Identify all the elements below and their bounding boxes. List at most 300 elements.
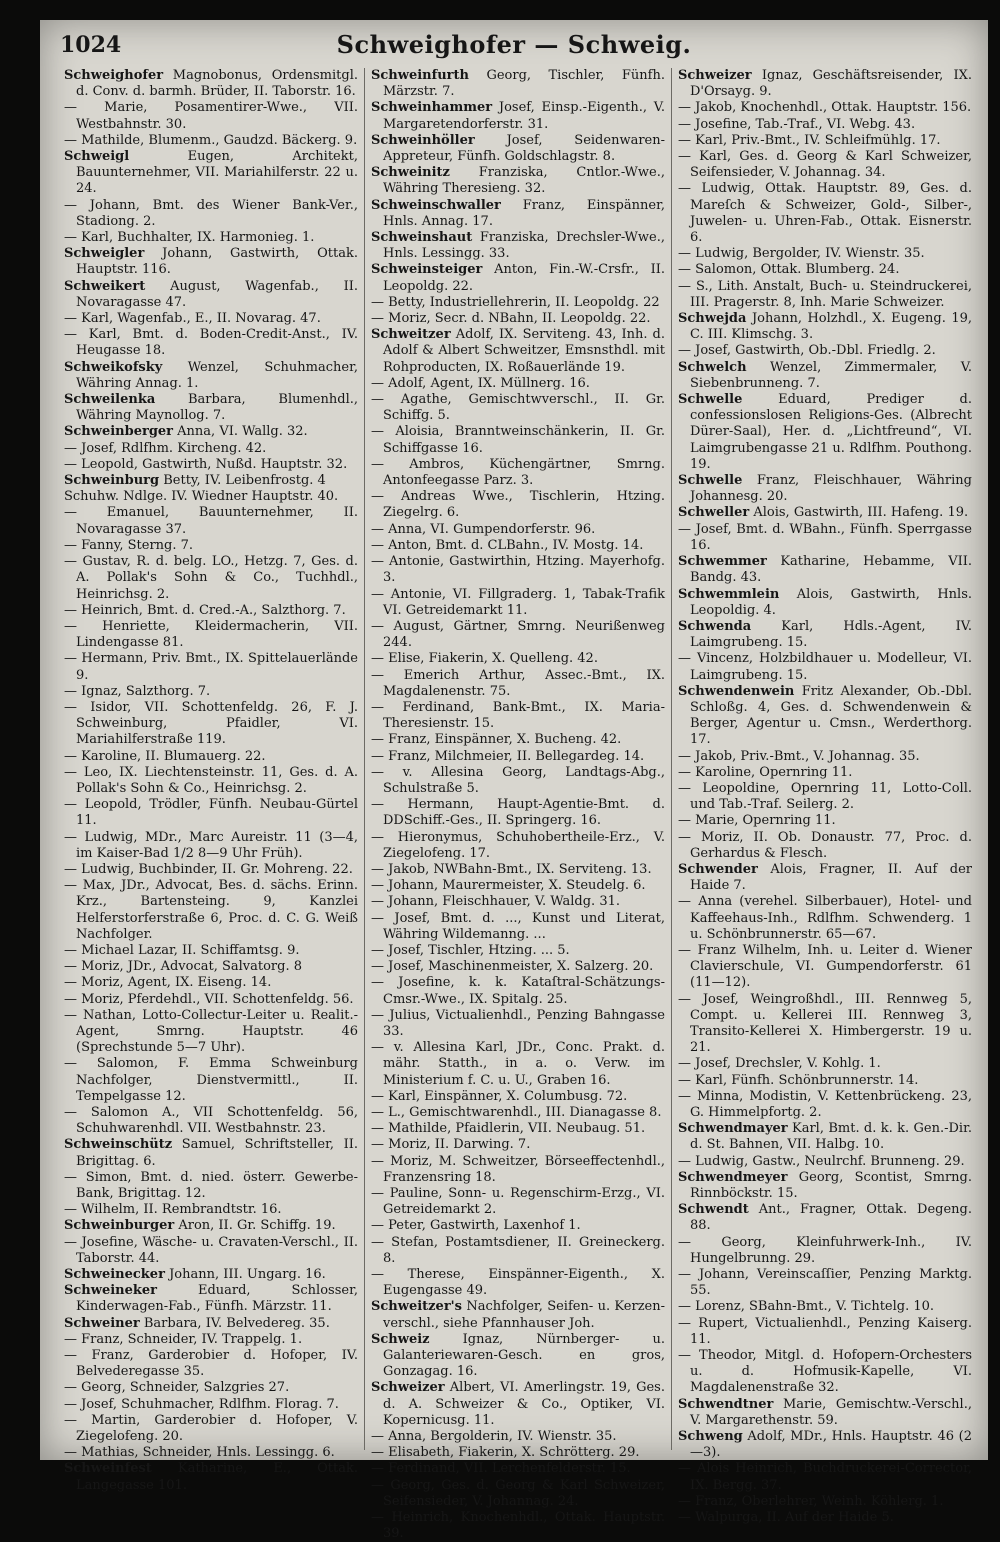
- entry-text: Ignaz, Nürnberger- u. Galanteriewaren-Gesch. en gros, Gonzagag. 16.: [383, 1331, 665, 1380]
- entry-text: — Franz, Einspänner, X. Bucheng. 42.: [371, 732, 622, 748]
- entry-text: Eduard, Schlosser, Kinderwagen-Fab., Fünfh. Märzstr. 11.: [76, 1283, 358, 1315]
- entry-text: — Franz, Schneider, IV. Trappelg. 1.: [64, 1331, 303, 1347]
- entry-text: — Lorenz, SBahn-Bmt., V. Tichtelg. 10.: [678, 1299, 935, 1315]
- directory-entry: [64, 862, 358, 878]
- directory-entry: [678, 133, 972, 149]
- directory-entry: [678, 992, 972, 1057]
- entry-text: Johann, Gastwirth, Ottak. Hauptstr. 116.: [76, 246, 358, 278]
- entry-text: Franziska, Cntlor.-Wwe., Währing Theresieng. 32.: [383, 165, 665, 197]
- entry-text: Schuhw. Ndlge. IV. Wiedner Hauptstr. 40.: [64, 489, 339, 505]
- entry-text: Ant., Fragner, Ottak. Degeng. 88.: [690, 1202, 972, 1234]
- entry-text: — Rupert, Victualienhdl., Penzing Kaiserg. 11.: [678, 1315, 972, 1347]
- entry-text: Eugen, Architekt, Bauunternehmer, VII. Mariahilferstr. 22 u. 24.: [76, 149, 358, 197]
- entry-text: Nachfolger, Seifen- u. Kerzen-verschl., siehe Pfannhauser Joh.: [383, 1299, 665, 1331]
- column-left: [58, 68, 365, 1493]
- directory-entry: [678, 619, 972, 651]
- directory-entry: [64, 100, 358, 132]
- directory-entry: [678, 781, 972, 813]
- directory-entry: [64, 1137, 358, 1169]
- entry-text: — Heinrich, Bmt. d. Cred.-A., Salzthorg. 7.: [64, 602, 346, 618]
- directory-entry: [64, 1283, 358, 1315]
- entry-text: — Leopold, Trödler, Fünfh. Neubau-Gürtel 11.: [64, 797, 358, 829]
- entry-text: — Marie, Posamentirer-Wwe., VII. Westbahnstr. 30.: [64, 100, 358, 132]
- column-right: [672, 68, 978, 1526]
- entry-text: — Ludwig, Buchbinder, II. Gr. Mohreng. 22.: [64, 861, 353, 877]
- entry-text: — Ferdinand, VII. Lerchenfelderstr. 15.: [371, 1461, 631, 1477]
- entry-text: Katharine, E., Ottak. Langegasse 101.: [76, 1461, 359, 1493]
- directory-entry: [371, 668, 665, 700]
- entry-text: Alois, Fragner, II. Auf der Haide 7.: [690, 861, 973, 894]
- directory-entry: [678, 1494, 972, 1510]
- entry-surname: Schwemmlein: [678, 586, 780, 602]
- directory-page: [40, 20, 988, 1542]
- entry-surname: Schwendt: [678, 1202, 749, 1218]
- entry-surname: Schweinschwaller: [371, 197, 501, 213]
- directory-entry: [371, 911, 665, 943]
- directory-entry: [678, 68, 972, 100]
- entry-text: — Theodor, Mitgl. d. Hofopern-Orchesters u. d. Hofmusik-Kapelle, VI. Magdalenenstraße 32.: [678, 1348, 972, 1396]
- directory-entry: [371, 133, 665, 165]
- directory-entry: [371, 765, 665, 797]
- entry-text: Barbara, Blumenhdl., Währing Maynollog. 7.: [76, 392, 358, 424]
- entry-text: — Fanny, Sterng. 7.: [64, 537, 194, 553]
- entry-text: — Moriz, Pferdehdl., VII. Schottenfeldg. 56.: [64, 991, 354, 1007]
- entry-text: — Alois Heinrich, Buchdruckerei-Corrector, IX. Bergg. 37.: [678, 1461, 972, 1493]
- directory-entry: [371, 651, 665, 667]
- directory-entry: [64, 830, 358, 862]
- directory-entry: [678, 392, 972, 473]
- entry-surname: Schweinschütz: [64, 1137, 173, 1153]
- entry-text: — v. Allesina Georg, Landtags-Abg., Schulstraße 5.: [371, 764, 665, 796]
- entry-text: — Karl, Einspänner, X. Columbusg. 72.: [371, 1088, 628, 1104]
- entry-text: — Mathilde, Pfaidlerin, VII. Neubaug. 51.: [371, 1121, 646, 1137]
- directory-entry: [64, 1202, 358, 1218]
- entry-text: — Moriz, II. Ob. Donaustr. 77, Proc. d. Gerhardus & Flesch.: [678, 829, 972, 861]
- entry-text: — Josef, Weingroßhdl., III. Rennweg 5, Compt. u. Kellerei III. Rennweg 3, Transito-Kellerei X. Himbergerstr. 19 u. 21.: [678, 991, 972, 1056]
- directory-entry: [371, 878, 665, 894]
- entry-text: Barbara, IV. Belvedereg. 35.: [143, 1315, 330, 1331]
- directory-entry: [371, 198, 665, 230]
- entry-text: — Antonie, Gastwirthin, Htzing. Mayerhofg. 3.: [371, 554, 665, 586]
- directory-entry: [64, 246, 358, 278]
- directory-entry: [678, 262, 972, 278]
- entry-text: — Julius, Victualienhdl., Penzing Bahngasse 33.: [371, 1007, 665, 1039]
- entry-text: — Moriz, M. Schweitzer, Börseeffectenhdl., Franzensring 18.: [371, 1153, 665, 1185]
- entry-text: Aron, II. Gr. Schiffg. 19.: [178, 1218, 336, 1234]
- entry-surname: Schweinhammer: [371, 100, 493, 116]
- entry-text: — Peter, Gastwirth, Laxenhof 1.: [371, 1218, 581, 1234]
- page-number: 1024: [60, 32, 122, 58]
- entry-surname: Schweinsteiger: [371, 262, 483, 278]
- entry-surname: Schweiner: [64, 1315, 140, 1331]
- directory-entry: [371, 230, 665, 262]
- directory-entry: [371, 311, 665, 327]
- directory-entry: [64, 133, 358, 149]
- directory-entry: [64, 489, 358, 505]
- directory-entry: [678, 473, 972, 505]
- directory-entry: [64, 457, 358, 473]
- directory-entry: [64, 230, 358, 246]
- entry-text: — Anna, VI. Gumpendorferstr. 96.: [371, 521, 596, 537]
- directory-entry: [371, 1380, 665, 1429]
- directory-entry: [64, 360, 358, 392]
- directory-entry: [64, 1413, 358, 1445]
- entry-text: — Josef, Maschinenmeister, X. Salzerg. 20.: [371, 959, 654, 975]
- entry-text: Georg, Tischler, Fünfh. Märzstr. 7.: [383, 68, 665, 100]
- directory-entry: [678, 894, 972, 943]
- entry-text: — Ferdinand, Bank-Bmt., IX. Maria-Theresienstr. 15.: [371, 699, 665, 732]
- entry-surname: Schwelle: [678, 473, 743, 489]
- directory-entry: [371, 1089, 665, 1105]
- entry-text: — S., Lith. Anstalt, Buch- u. Steindruckerei, III. Pragerstr. 8, Inh. Marie Schweizer.: [678, 278, 972, 310]
- entry-text: August, Wagenfab., II. Novaragasse 47.: [76, 278, 358, 310]
- directory-entry: [678, 1510, 972, 1526]
- entry-text: — Franz Wilhelm, Inh. u. Leiter d. Wiener Clavierschule, VI. Gumpendorferstr. 61 (11—12).: [678, 942, 972, 991]
- entry-text: — Elise, Fiakerin, X. Quelleng. 42.: [371, 651, 598, 667]
- entry-text: Alois, Gastwirth, III. Hafeng. 19.: [753, 505, 969, 521]
- entry-text: — Georg, Ges. d. Georg & Karl Schweizer, Seifensieder, V. Johannag. 24.: [371, 1477, 665, 1509]
- directory-entry: [371, 1137, 665, 1153]
- running-head: Schweighofer — Schweig.: [336, 30, 692, 59]
- directory-entry: [371, 1235, 665, 1267]
- directory-entry: [371, 1299, 665, 1331]
- entry-surname: Schweikofsky: [64, 359, 163, 375]
- entry-text: Karl, Hdls.-Agent, IV. Laimgrubeng. 15.: [690, 618, 972, 651]
- entry-text: Wenzel, Schuhmacher, Währing Annag. 1.: [76, 359, 358, 391]
- directory-entry: [371, 959, 665, 975]
- directory-entry: [678, 651, 972, 683]
- entry-text: — Johann, Maurermeister, X. Steudelg. 6.: [371, 878, 646, 894]
- entry-surname: Schweinitz: [371, 165, 450, 181]
- entry-surname: Schwendenwein: [678, 683, 795, 699]
- directory-entry: [678, 684, 972, 749]
- entry-text: Anton, Fin.-W.-Crsfr., II. Leopoldg. 22.: [383, 262, 665, 294]
- entry-text: — Ludwig, Ottak. Hauptstr. 89, Ges. d. Mareſch & Schweizer, Gold-, Silber-, Juwelen- u. Uhren-Fab., Ottak. Eisnerstr. 6.: [678, 181, 972, 246]
- entry-text: — Wilhelm, II. Rembrandtstr. 16.: [64, 1202, 282, 1218]
- entry-text: Wenzel, Zimmermaler, V. Siebenbrunneng. 7.: [690, 359, 973, 391]
- directory-entry: [64, 1170, 358, 1202]
- directory-entry: [371, 262, 665, 294]
- directory-entry: [64, 603, 358, 619]
- entry-text: — Georg, Kleinfuhrwerk-Inh., IV. Hungelbrunng. 29.: [678, 1234, 972, 1266]
- entry-surname: Schweigler: [64, 246, 145, 262]
- directory-entry: [371, 1429, 665, 1445]
- entry-surname: Schweitzer's: [371, 1299, 462, 1315]
- directory-entry: [64, 1348, 358, 1380]
- entry-text: — Anna, Bergolderin, IV. Wienstr. 35.: [371, 1429, 617, 1445]
- entry-text: — Josef, Bmt. d. WBahn., Fünfh. Sperrgasse 16.: [678, 521, 972, 553]
- entry-text: — Johann, Bmt. des Wiener Bank-Ver., Stadiong. 2.: [64, 197, 358, 229]
- entry-text: Josef, Einsp.-Eigenth., V. Margaretendorferstr. 31.: [383, 100, 665, 132]
- entry-text: Johann, Holzhdl., X. Eugeng. 19, C. III. Klimschg. 3.: [690, 311, 972, 343]
- entry-text: — Minna, Modistin, V. Kettenbrückeng. 23, G. Himmelpfortg. 2.: [678, 1088, 972, 1120]
- directory-entry: [678, 1056, 972, 1072]
- directory-entry: [678, 1461, 972, 1493]
- directory-entry: [678, 1235, 972, 1267]
- directory-entry: [64, 554, 358, 603]
- directory-entry: [678, 943, 972, 992]
- directory-entry: [678, 246, 972, 262]
- directory-entry: [371, 1154, 665, 1186]
- directory-entry: [678, 830, 972, 862]
- directory-entry: [64, 1316, 358, 1332]
- entry-surname: Schweilenka: [64, 392, 156, 408]
- entry-text: — Elisabeth, Fiakerin, X. Schrötterg. 29.: [371, 1445, 640, 1461]
- entry-surname: Schwemmer: [678, 554, 767, 570]
- entry-text: — Josef, Tischler, Htzing. ... 5.: [371, 942, 570, 958]
- directory-entry: [678, 1073, 972, 1089]
- directory-entry: [371, 975, 665, 1007]
- entry-text: — Michael Lazar, II. Schiffamtsg. 9.: [64, 942, 300, 958]
- entry-text: — Karl, Buchhalter, IX. Harmonieg. 1.: [64, 230, 315, 246]
- directory-entry: [64, 619, 358, 651]
- directory-entry: [371, 538, 665, 554]
- entry-text: — Marie, Opernring 11.: [678, 813, 836, 829]
- directory-entry: [371, 797, 665, 829]
- entry-text: — Josefine, k. k. Kataſtral-Schätzungs-Cmsr.-Wwe., IX. Spitalg. 25.: [371, 975, 665, 1007]
- entry-surname: Schwendmayer: [678, 1121, 788, 1137]
- entry-surname: Schweng: [678, 1429, 743, 1445]
- entry-text: Eduard, Prediger d. confessionslosen Religions-Ges. (Albrecht Dürer-Saal), Her. d. „Lichtfreund“, VI. Laimgrubengasse 21 u. Rdlfhm. Pouthong. 19.: [690, 392, 972, 472]
- entry-text: — Georg, Schneider, Salzgries 27.: [64, 1380, 290, 1396]
- entry-text: — Ignaz, Salzthorg. 7.: [64, 683, 211, 699]
- directory-entry: [64, 651, 358, 683]
- entry-text: Josef, Seidenwaren-Appreteur, Fünfh. Goldschlagstr. 8.: [383, 132, 665, 165]
- directory-entry: [678, 505, 972, 521]
- directory-entry: [678, 1397, 972, 1429]
- entry-text: — Emerich Arthur, Assec.-Bmt., IX. Magdalenenstr. 75.: [371, 667, 665, 699]
- entry-text: — Moriz, Agent, IX. Eiseng. 14.: [64, 975, 272, 991]
- directory-entry: [371, 327, 665, 376]
- entry-text: — Anna (verehel. Silberbauer), Hotel- und Kaffeehaus-Inh., Rdlfhm. Schwenderg. 1 u. Schönbrunnerstr. 65—67.: [678, 894, 972, 942]
- page-header: [60, 30, 968, 66]
- directory-entry: [371, 1008, 665, 1040]
- directory-entry: [371, 165, 665, 197]
- directory-entry: [371, 392, 665, 424]
- entry-surname: Schweigl: [64, 149, 130, 165]
- directory-entry: [371, 295, 665, 311]
- entry-text: — Franz, Oberlehrer, Weinh. Köhlerg. 1.: [678, 1493, 944, 1509]
- entry-text: — Therese, Einspänner-Eigenth., X. Eugengasse 49.: [371, 1267, 665, 1299]
- directory-entry: [678, 1202, 972, 1234]
- directory-entry: [64, 198, 358, 230]
- directory-entry: [371, 424, 665, 456]
- entry-text: — Moriz, Secr. d. NBahn, II. Leopoldg. 22.: [371, 311, 651, 327]
- directory-entry: [64, 959, 358, 975]
- entry-text: Alois, Gastwirth, Hnls. Leopoldig. 4.: [690, 586, 972, 618]
- entry-text: — Anton, Bmt. d. CLBahn., IV. Mostg. 14.: [371, 537, 644, 553]
- directory-entry: [678, 1154, 972, 1170]
- directory-entry: [64, 424, 358, 440]
- directory-entry: [64, 441, 358, 457]
- directory-entry: [371, 100, 665, 132]
- entry-text: Adolf, MDr., Hnls. Hauptstr. 46 (2—3).: [690, 1429, 972, 1461]
- directory-entry: [64, 1461, 358, 1493]
- directory-entry: [64, 797, 358, 829]
- entry-text: — Stefan, Postamtsdiener, II. Greineckerg. 8.: [371, 1234, 665, 1266]
- directory-entry: [678, 1121, 972, 1153]
- directory-entry: [371, 830, 665, 862]
- directory-entry: [64, 1267, 358, 1283]
- directory-entry: [371, 1040, 665, 1089]
- entry-surname: Schweinfest: [64, 1461, 152, 1477]
- entry-text: — Ludwig, Gastw., Neulrchf. Brunneng. 29.: [678, 1153, 965, 1169]
- entry-text: — Moriz, II. Darwing. 7.: [371, 1137, 531, 1153]
- entry-text: — Josefine, Wäsche- u. Cravaten-Verschl., II. Taborstr. 44.: [64, 1234, 358, 1266]
- directory-entry: [678, 360, 972, 392]
- directory-entry: [64, 1218, 358, 1234]
- entry-text: Fritz Alexander, Ob.-Dbl. Schloßg. 4, Ges. d. Schwendenwein & Berger, Agentur u. Cmsn., Werderthorg. 17.: [690, 683, 972, 748]
- entry-text: — Heinrich, Knochenhdl., Ottak. Hauptstr. 39.: [371, 1510, 665, 1542]
- directory-entry: [64, 1056, 358, 1105]
- directory-entry: [64, 1332, 358, 1348]
- entry-text: — Adolf, Agent, IX. Müllnerg. 16.: [371, 375, 590, 391]
- entry-text: — Josef, Schuhmacher, Rdlfhm. Florag. 7.: [64, 1396, 339, 1412]
- directory-entry: [64, 505, 358, 537]
- entry-surname: Schwenda: [678, 618, 752, 634]
- directory-entry: [371, 1332, 665, 1381]
- directory-entry: [64, 1105, 358, 1137]
- entry-surname: Schwelle: [678, 392, 743, 408]
- entry-text: — Hermann, Haupt-Agentie-Bmt. d. DDSchiff.-Ges., II. Springerg. 16.: [371, 797, 665, 829]
- directory-entry: [678, 862, 972, 894]
- entry-text: Johann, III. Ungarg. 16.: [169, 1267, 326, 1283]
- directory-entry: [64, 1380, 358, 1396]
- entry-text: Anna, VI. Wallg. 32.: [177, 424, 308, 440]
- entry-text: — Emanuel, Bauunternehmer, II. Novaragasse 37.: [64, 505, 358, 537]
- entry-text: Samuel, Schriftsteller, II. Brigittag. 6.: [76, 1137, 358, 1169]
- entry-text: — Nathan, Lotto-Collectur-Leiter u. Realit.-Agent, Smrng. Hauptstr. 46 (Sprechstunde 5—7 Uhr).: [64, 1007, 358, 1056]
- directory-entry: [64, 149, 358, 198]
- directory-entry: [678, 1267, 972, 1299]
- entry-surname: Schweitzer: [371, 327, 451, 343]
- directory-entry: [64, 975, 358, 991]
- directory-entry: [371, 457, 665, 489]
- directory-entry: [371, 1267, 665, 1299]
- entry-text: Katharine, Hebamme, VII. Bandg. 43.: [690, 554, 972, 586]
- directory-entry: [678, 554, 972, 586]
- entry-text: — Johann, Fleischhauer, V. Waldg. 31.: [371, 894, 620, 910]
- directory-entry: [371, 1121, 665, 1137]
- entry-text: — Jakob, Priv.-Bmt., V. Johannag. 35.: [678, 748, 920, 764]
- directory-entry: [371, 1186, 665, 1218]
- directory-entry: [371, 1445, 665, 1461]
- entry-surname: Schweinberger: [64, 424, 174, 440]
- entry-text: — Ambros, Küchengärtner, Smrng. Antonfeegasse Parz. 3.: [371, 456, 665, 489]
- entry-text: Franz, Fleischhauer, Währing Johannesg. 20.: [690, 473, 972, 505]
- entry-text: — Betty, Industriellehrerin, II. Leopoldg. 22: [371, 294, 660, 310]
- entry-text: Adolf, IX. Serviteng. 43, Inh. d. Adolf & Albert Schweitzer, Emsnsthdl. mit Rohproducten, IX. Roßauerlände 19.: [383, 327, 665, 375]
- entry-surname: Schweiz: [371, 1331, 430, 1347]
- directory-entry: [678, 749, 972, 765]
- entry-text: — Karl, Ges. d. Georg & Karl Schweizer, Seifensieder, V. Johannag. 34.: [678, 149, 972, 181]
- entry-text: Magnobonus, Ordensmitgl. d. Conv. d. barmh. Brüder, II. Taborstr. 16.: [76, 68, 358, 100]
- directory-entry: [678, 1429, 972, 1461]
- entry-text: — Max, JDr., Advocat, Bes. d. sächs. Erinn. Krz., Bartensteing. 9, Kanzlei Helferstorferstraße 6, Proc. d. C. G. Weiß Nachfolger.: [64, 878, 358, 942]
- entry-text: Franziska, Drechsler-Wwe., Hnls. Lessingg. 33.: [383, 230, 665, 262]
- directory-entry: [64, 749, 358, 765]
- directory-entry: [64, 279, 358, 311]
- entry-text: — Johann, Vereinscaſſier, Penzing Marktg. 55.: [678, 1267, 972, 1299]
- entry-text: — Antonie, VI. Fillgraderg. 1, Tabak-Trafik VI. Getreidemarkt 11.: [371, 586, 665, 618]
- entry-text: — Vincenz, Holzbildhauer u. Modelleur, VI. Laimgrubeng. 15.: [678, 651, 972, 683]
- entry-text: — August, Gärtner, Smrng. Neurißenweg 244.: [371, 618, 665, 651]
- entry-surname: Schweineker: [64, 1283, 158, 1299]
- entry-text: — Salomon A., VII Schottenfeldg. 56, Schuhwarenhdl. VII. Westbahnstr. 23.: [64, 1105, 358, 1137]
- directory-entry: [64, 473, 358, 489]
- directory-entry: [64, 1397, 358, 1413]
- directory-entry: [678, 311, 972, 343]
- directory-entry: [678, 1316, 972, 1348]
- directory-entry: [371, 943, 665, 959]
- entry-text: — Henriette, Kleidermacherin, VII. Lindengasse 81.: [64, 618, 358, 651]
- directory-entry: [64, 992, 358, 1008]
- directory-entry: [371, 894, 665, 910]
- directory-entry: [678, 813, 972, 829]
- directory-entry: [64, 392, 358, 424]
- entry-surname: Schwelch: [678, 359, 747, 375]
- entry-text: — Pauline, Sonn- u. Regenschirm-Erzg., VI. Getreidemarkt 2.: [371, 1186, 665, 1218]
- entry-surname: Schwejda: [678, 311, 747, 327]
- directory-entry: [64, 878, 358, 943]
- entry-text: — Hieronymus, Schuhobertheile-Erz., V. Ziegelofeng. 17.: [371, 829, 665, 861]
- entry-text: — Karl, Bmt. d. Boden-Credit-Anst., IV. Heugasse 18.: [64, 327, 358, 359]
- directory-entry: [371, 1461, 665, 1477]
- directory-entry: [678, 765, 972, 781]
- directory-entry: [371, 376, 665, 392]
- entry-text: — Franz, Garderobier d. Hofoper, IV. Belvederegasse 35.: [64, 1348, 358, 1380]
- entry-surname: Schweinecker: [64, 1267, 165, 1283]
- entry-surname: Schweighofer: [64, 68, 164, 83]
- column-middle: [365, 68, 672, 1542]
- directory-entry: [371, 1510, 665, 1542]
- directory-entry: [678, 149, 972, 181]
- directory-entry: [371, 1218, 665, 1234]
- entry-text: — Leo, IX. Liechtensteinstr. 11, Ges. d. A. Pollak's Sohn & Co., Heinrichsg. 2.: [64, 764, 358, 796]
- directory-entry: [64, 1235, 358, 1267]
- entry-text: — Martin, Garderobier d. Hofoper, V. Ziegelofeng. 20.: [64, 1412, 358, 1445]
- entry-text: Albert, VI. Amerlingstr. 19, Ges. d. A. Schweizer & Co., Optiker, VI. Kopernicusg. 11.: [383, 1380, 665, 1428]
- directory-entry: [678, 522, 972, 554]
- directory-entry: [64, 700, 358, 749]
- entry-text: — Josef, Rdlfhm. Kircheng. 42.: [64, 440, 267, 456]
- directory-entry: [64, 765, 358, 797]
- entry-text: — v. Allesina Karl, JDr., Conc. Prakt. d. mähr. Statth., in a. o. Verw. im Ministerium f. C. u. U., Graben 16.: [371, 1040, 665, 1088]
- entry-text: — Andreas Wwe., Tischlerin, Htzing. Ziegelrg. 6.: [371, 489, 665, 521]
- entry-surname: Schweikert: [64, 278, 146, 294]
- entry-text: — Gustav, R. d. belg. LO., Hetzg. 7, Ges. d. A. Pollak's Sohn & Co., Tuchhdl., Heinrichsg. 2.: [64, 554, 358, 602]
- entry-text: Karl, Bmt. d. k. k. Gen.-Dir. d. St. Bahnen, VII. Halbg. 10.: [690, 1121, 972, 1153]
- entry-text: Ignaz, Geschäftsreisender, IX. D'Orsayg. 9.: [690, 68, 972, 100]
- entry-text: — Josef, Bmt. d. ..., Kunst und Literat, Währing Wildemanng. ...: [371, 910, 665, 942]
- directory-entry: [678, 181, 972, 246]
- entry-text: — Hermann, Priv. Bmt., IX. Spittelauerlände 9.: [64, 651, 358, 683]
- entry-text: — Simon, Bmt. d. nied. österr. Gewerbe-Bank, Brigittag. 12.: [64, 1169, 358, 1202]
- directory-entry: [371, 862, 665, 878]
- entry-text: — Salomon, F. Emma Schweinburg Nachfolger, Dienstvermittl., II. Tempelgasse 12.: [64, 1056, 358, 1104]
- entry-text: — Moriz, JDr., Advocat, Salvatorg. 8: [64, 959, 303, 975]
- directory-entry: [64, 68, 358, 100]
- entry-text: — Salomon, Ottak. Blumberg. 24.: [678, 262, 900, 278]
- directory-entry: [678, 100, 972, 116]
- entry-text: — Ludwig, MDr., Marc Aureistr. 11 (3—4, im Kaiser-Bad 1/2 8—9 Uhr Früh).: [64, 829, 358, 861]
- entry-text: — Jakob, NWBahn-Bmt., IX. Serviteng. 13.: [371, 861, 652, 877]
- entry-text: — L., Gemischtwarenhdl., III. Dianagasse 8.: [371, 1105, 662, 1120]
- entry-text: — Leopold, Gastwirth, Nußd. Hauptstr. 32.: [64, 456, 348, 472]
- directory-entry: [678, 1089, 972, 1121]
- directory-entry: [678, 343, 972, 359]
- entry-surname: Schweinburg: [64, 473, 160, 489]
